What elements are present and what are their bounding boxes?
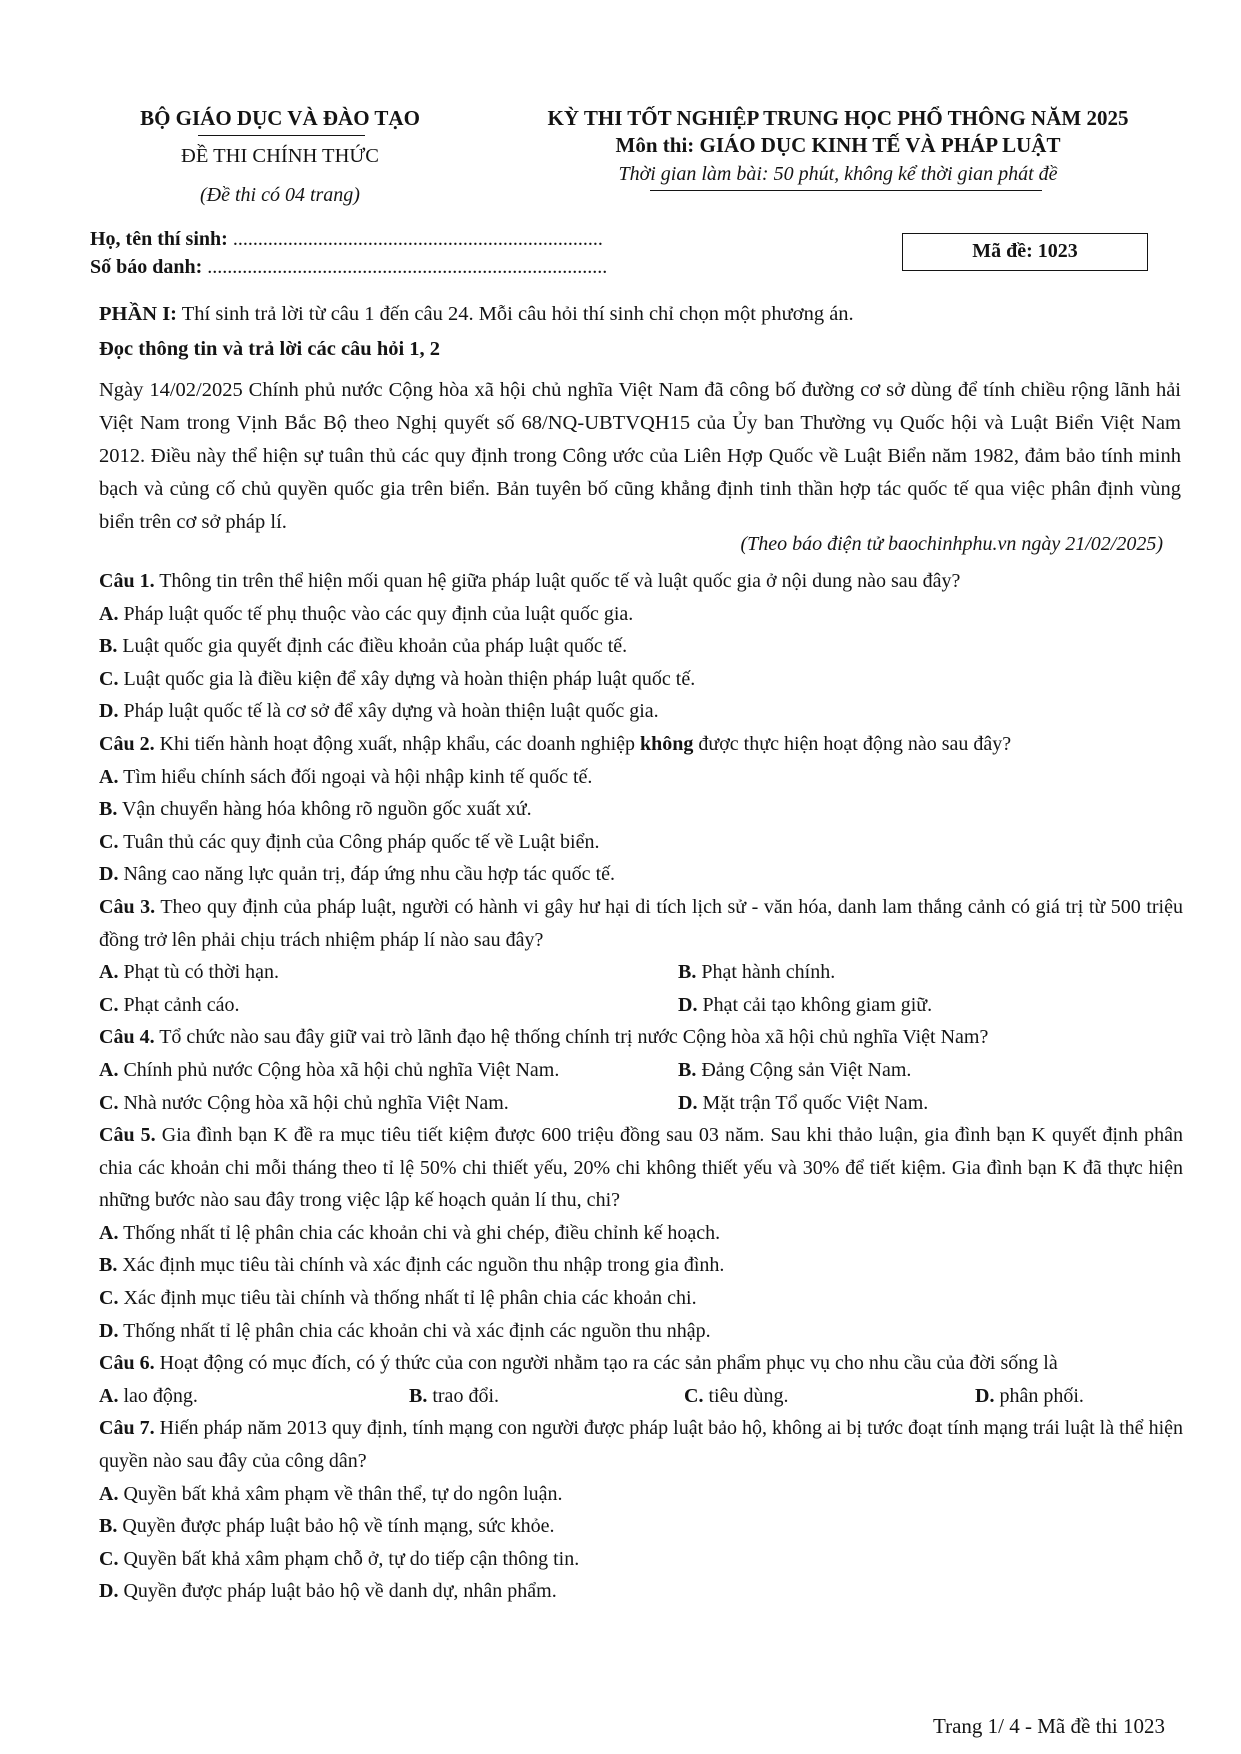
- question-3-options-row-2: [99, 989, 1183, 1022]
- question-6: [99, 1347, 1183, 1380]
- time-note-underline: [650, 190, 1042, 191]
- option-label: D.: [99, 1319, 119, 1342]
- question-3-option-a[interactable]: [99, 956, 279, 989]
- part1-text: Thí sinh trả lời từ câu 1 đến câu 24. Mỗi câu hỏi thí sinh chỉ chọn một phương án.: [181, 303, 854, 325]
- option-text: Phạt tù có thời hạn.: [123, 961, 280, 984]
- question-2-option-d[interactable]: [99, 858, 1183, 891]
- time-note: Thời gian làm bài: 50 phút, không kể thời gian phát đề: [618, 163, 1058, 185]
- option-text: Quyền được pháp luật bảo hộ về danh dự, nhân phẩm.: [123, 1580, 557, 1603]
- question-4-option-a[interactable]: [99, 1054, 559, 1087]
- question-3-option-d[interactable]: [678, 989, 932, 1022]
- question-5-label: Câu 5.: [99, 1124, 156, 1147]
- question-4-label: Câu 4.: [99, 1026, 155, 1049]
- option-text: tiêu dùng.: [708, 1384, 789, 1407]
- option-text: Pháp luật quốc tế là cơ sở để xây dựng và hoàn thiện luật quốc gia.: [123, 700, 659, 723]
- question-1-option-c[interactable]: [99, 663, 1183, 696]
- option-text: Phạt cảnh cáo.: [123, 993, 240, 1016]
- option-label: C.: [99, 1091, 119, 1114]
- option-label: D.: [678, 993, 698, 1016]
- ministry-underline: [198, 135, 365, 136]
- question-5-text: Gia đình bạn K đề ra mục tiêu tiết kiệm được 600 triệu đồng sau 03 năm. Sau khi thảo luận, gia đình bạn K quyết định phân chia các khoản chi mỗi tháng theo tỉ lệ 50% chi thiết yếu, 20% chi không thiết yếu và 30% để tiết kiệm. Gia đình bạn K đã thực hiện những bước nào sau đây trong việc lập kế hoạch quản lí thu, chi?: [99, 1124, 1183, 1212]
- option-text: Luật quốc gia quyết định các điều khoản của pháp luật quốc tế.: [122, 635, 628, 658]
- subject-title: Môn thi: GIÁO DỤC KINH TẾ VÀ PHÁP LUẬT: [615, 133, 1061, 157]
- question-1-label: Câu 1.: [99, 570, 155, 592]
- option-label: B.: [99, 1254, 118, 1277]
- option-text: Phạt cải tạo không giam giữ.: [702, 993, 933, 1016]
- option-label: A.: [99, 1221, 119, 1244]
- option-label: B.: [678, 961, 697, 984]
- official-label: ĐỀ THI CHÍNH THỨC: [181, 145, 379, 167]
- option-label: A.: [99, 602, 119, 625]
- candidate-name-row: [90, 228, 603, 251]
- option-label: A.: [99, 1384, 119, 1407]
- question-7: [99, 1412, 1183, 1477]
- option-text: Thống nhất tỉ lệ phân chia các khoản chi và xác định các nguồn thu nhập.: [123, 1319, 711, 1342]
- option-text: trao đổi.: [432, 1384, 499, 1407]
- option-text: Chính phủ nước Cộng hòa xã hội chủ nghĩa Việt Nam.: [123, 1058, 560, 1081]
- option-text: Quyền bất khả xâm phạm về thân thể, tự do ngôn luận.: [123, 1482, 563, 1505]
- question-1-option-d[interactable]: [99, 695, 1183, 728]
- question-5-option-b[interactable]: [99, 1249, 1183, 1282]
- exam-code-value: 1023: [1037, 240, 1078, 262]
- question-7-option-c[interactable]: [99, 1543, 1183, 1576]
- candidate-id-row: [90, 256, 607, 279]
- option-text: Quyền bất khả xâm phạm chỗ ở, tự do tiếp cận thông tin.: [123, 1547, 580, 1570]
- exam-code-box: [902, 233, 1148, 271]
- option-text: Tuân thủ các quy định của Công pháp quốc tế về Luật biển.: [123, 830, 600, 853]
- question-7-label: Câu 7.: [99, 1417, 155, 1440]
- question-4-options-row-1: [99, 1054, 1183, 1087]
- part1-instruction: [99, 303, 854, 326]
- page-footer: Trang 1/ 4 - Mã đề thi 1023: [933, 1714, 1165, 1738]
- option-label: A.: [99, 765, 119, 788]
- question-2-text-after: được thực hiện hoạt động nào sau đây?: [698, 732, 1012, 755]
- option-label: B.: [99, 798, 118, 821]
- question-6-option-a[interactable]: [99, 1380, 198, 1413]
- option-text: Tìm hiểu chính sách đối ngoại và hội nhập kinh tế quốc tế.: [123, 765, 593, 788]
- option-label: D.: [678, 1091, 698, 1114]
- candidate-id-label: Số báo danh:: [90, 256, 203, 278]
- option-text: Mặt trận Tổ quốc Việt Nam.: [702, 1091, 929, 1114]
- question-1-option-a[interactable]: [99, 598, 1183, 631]
- option-label: D.: [975, 1384, 995, 1407]
- option-label: C.: [99, 830, 119, 853]
- question-4-option-d[interactable]: [678, 1087, 928, 1120]
- question-4: [99, 1021, 1183, 1054]
- question-3-option-c[interactable]: [99, 989, 240, 1022]
- question-3-text: Theo quy định của pháp luật, người có hành vi gây hư hại di tích lịch sử - văn hóa, danh lam thắng cảnh có giá trị từ 500 triệu đồng trở lên phải chịu trách nhiệm pháp lí nào sau đây?: [99, 895, 1183, 951]
- option-text: Quyền được pháp luật bảo hộ về tính mạng, sức khỏe.: [122, 1515, 555, 1538]
- option-text: Pháp luật quốc tế phụ thuộc vào các quy định của luật quốc gia.: [123, 602, 634, 625]
- reading-heading: Đọc thông tin và trả lời các câu hỏi 1, 2: [99, 338, 441, 360]
- question-1: [99, 565, 1183, 598]
- option-text: Đảng Cộng sản Việt Nam.: [701, 1058, 912, 1081]
- pages-note: (Đề thi có 04 trang): [200, 184, 360, 206]
- question-4-option-b[interactable]: [678, 1054, 911, 1087]
- question-3: [99, 891, 1183, 956]
- question-1-option-b[interactable]: [99, 630, 1183, 663]
- question-3-option-b[interactable]: [678, 956, 835, 989]
- candidate-name-dots: ..........................................................................: [232, 228, 603, 250]
- option-label: B.: [678, 1058, 697, 1081]
- option-text: Xác định mục tiêu tài chính và xác định các nguồn thu nhập trong gia đình.: [122, 1254, 725, 1277]
- question-7-text: Hiến pháp năm 2013 quy định, tính mạng con người được pháp luật bảo hộ, không ai bị tước đoạt tính mạng trái luật là thể hiện quyền nào sau đây của công dân?: [99, 1417, 1183, 1473]
- exam-title: KỲ THI TỐT NGHIỆP TRUNG HỌC PHỔ THÔNG NĂM 2025: [547, 106, 1129, 130]
- option-label: A.: [99, 961, 119, 984]
- question-6-label: Câu 6.: [99, 1352, 155, 1375]
- question-6-text: Hoạt động có mục đích, có ý thức của con người nhằm tạo ra các sản phẩm phục vụ cho nhu cầu của đời sống là: [159, 1352, 1058, 1375]
- reading-passage: Ngày 14/02/2025 Chính phủ nước Cộng hòa xã hội chủ nghĩa Việt Nam đã công bố đường cơ sở dùng để tính chiều rộng lãnh hải Việt Nam trong Vịnh Bắc Bộ theo Nghị quyết số 68/NQ-UBTVQH15 của Ủy ban Thường vụ Quốc hội và Luật Biển Việt Nam 2012. Điều này thể hiện sự tuân thủ các quy định trong Công ước của Liên Hợp Quốc về Luật Biển năm 1982, đảm bảo tính minh bạch và củng cố chủ quyền quốc gia trên biển. Bản tuyên bố cũng khẳng định tinh thần hợp tác quốc tế qua việc phân định vùng biển trên cơ sở pháp lí.: [99, 379, 1181, 533]
- question-7-option-a[interactable]: [99, 1478, 1183, 1511]
- question-1-text: Thông tin trên thể hiện mối quan hệ giữa pháp luật quốc tế và luật quốc gia ở nội dung nào sau đây?: [159, 570, 961, 592]
- question-6-option-d[interactable]: [975, 1380, 1084, 1413]
- question-3-label: Câu 3.: [99, 895, 156, 918]
- question-5-option-d[interactable]: [99, 1315, 1183, 1348]
- option-label: C.: [99, 1547, 119, 1570]
- question-5-option-a[interactable]: [99, 1217, 1183, 1250]
- question-2: [99, 728, 1183, 761]
- question-4-text: Tổ chức nào sau đây giữ vai trò lãnh đạo hệ thống chính trị nước Cộng hòa xã hội chủ nghĩa Việt Nam?: [159, 1026, 989, 1049]
- exam-code-label: Mã đề:: [972, 240, 1033, 262]
- ministry-name: BỘ GIÁO DỤC VÀ ĐÀO TẠO: [140, 106, 420, 130]
- option-text: lao động.: [123, 1384, 198, 1407]
- question-4-option-c[interactable]: [99, 1087, 509, 1120]
- option-label: C.: [99, 1287, 119, 1310]
- option-text: Luật quốc gia là điều kiện để xây dựng và hoàn thiện pháp luật quốc tế.: [123, 667, 696, 690]
- question-3-options-row-1: [99, 956, 1183, 989]
- passage-source: (Theo báo điện tử baochinhphu.vn ngày 21/02/2025): [740, 533, 1163, 555]
- option-text: Vận chuyển hàng hóa không rõ nguồn gốc xuất xứ.: [121, 798, 532, 821]
- question-5-option-c[interactable]: [99, 1282, 1183, 1315]
- option-label: D.: [99, 700, 119, 723]
- question-6-option-c[interactable]: [684, 1380, 788, 1413]
- question-7-option-d[interactable]: [99, 1575, 1183, 1608]
- part1-label: PHẦN I:: [99, 303, 178, 325]
- option-label: D.: [99, 1580, 119, 1603]
- option-label: A.: [99, 1482, 119, 1505]
- option-text: Xác định mục tiêu tài chính và thống nhất tỉ lệ phân chia các khoản chi.: [123, 1287, 697, 1310]
- question-2-text-before: Khi tiến hành hoạt động xuất, nhập khẩu, các doanh nghiệp: [159, 732, 636, 755]
- option-text: Phạt hành chính.: [701, 961, 836, 984]
- question-2-text-bold: không: [640, 732, 694, 755]
- option-text: Nâng cao năng lực quản trị, đáp ứng nhu cầu hợp tác quốc tế.: [123, 863, 615, 886]
- question-5: [99, 1119, 1183, 1217]
- candidate-name-label: Họ, tên thí sinh:: [90, 228, 228, 250]
- question-7-option-b[interactable]: [99, 1510, 1183, 1543]
- question-6-options-row: [99, 1380, 1183, 1413]
- question-2-label: Câu 2.: [99, 732, 155, 755]
- option-text: Nhà nước Cộng hòa xã hội chủ nghĩa Việt Nam.: [123, 1091, 509, 1114]
- question-2-option-c[interactable]: [99, 826, 1183, 859]
- option-label: D.: [99, 863, 119, 886]
- question-6-option-b[interactable]: [409, 1380, 499, 1413]
- option-label: B.: [99, 1515, 118, 1538]
- question-list: [99, 565, 1183, 1608]
- option-text: Thống nhất tỉ lệ phân chia các khoản chi và ghi chép, điều chỉnh kế hoạch.: [123, 1221, 721, 1244]
- candidate-id-dots: ................................................................................: [207, 256, 608, 278]
- option-label: B.: [409, 1384, 428, 1407]
- option-label: C.: [684, 1384, 704, 1407]
- option-text: phân phối.: [999, 1384, 1084, 1407]
- option-label: C.: [99, 993, 119, 1016]
- option-label: C.: [99, 667, 119, 690]
- option-label: B.: [99, 635, 118, 658]
- question-2-option-a[interactable]: [99, 761, 1183, 794]
- option-label: A.: [99, 1058, 119, 1081]
- question-2-option-b[interactable]: [99, 793, 1183, 826]
- question-4-options-row-2: [99, 1087, 1183, 1120]
